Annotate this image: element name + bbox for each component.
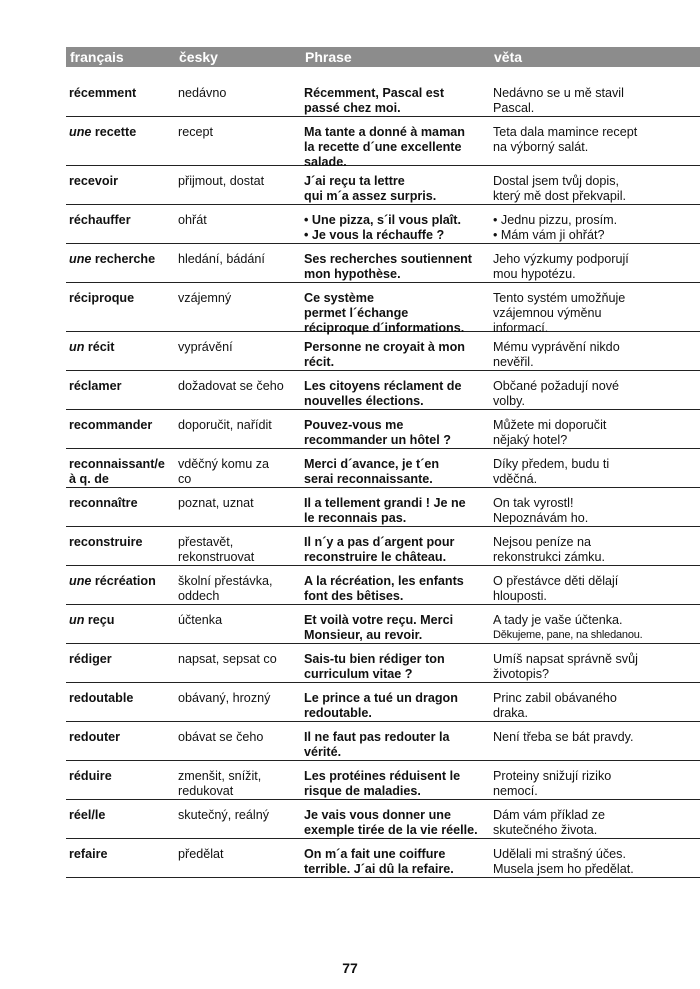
french-word [66,174,175,189]
french-phrase-line: nouvelles élections. [304,394,424,408]
czech-sentence-line: O přestávce děti dělají [493,574,619,588]
headword: reçu [87,613,115,627]
french-phrase-line: exemple tirée de la vie réelle. [304,823,478,837]
french-phrase-line: réciproque d´informations. [304,321,465,335]
czech-translation [175,174,301,189]
french-phrase-line: Il n´y a pas d´argent pour [304,535,455,549]
page-number: 77 [342,960,358,976]
french-phrase [301,418,490,448]
table-row [66,166,700,205]
czech-sentence-line: vzájemnou výměnu [493,306,602,320]
french-word [66,691,175,706]
headword: recommander [69,418,153,432]
czech-translation-line: školní přestávka, [178,574,273,588]
headword: réclamer [69,379,122,393]
headword: reconnaissant/e à q. de [69,457,165,486]
french-phrase-line: passé chez moi. [304,101,401,115]
czech-sentence-line: na výborný salát. [493,140,589,154]
czech-translation-line: poznat, uznat [178,496,254,510]
french-phrase-line: vérité. [304,745,342,759]
czech-sentence-line: volby. [493,394,525,408]
french-phrase [301,574,490,604]
table-header [66,47,700,67]
french-phrase [301,496,490,526]
french-phrase-line: Les protéines réduisent le [304,769,461,783]
table-row [66,449,700,488]
czech-sentence-line: • Mám vám ji ohřát? [493,228,605,242]
czech-sentence [490,86,700,116]
french-phrase [301,613,490,643]
czech-sentence [490,125,700,155]
french-word [66,213,175,228]
czech-sentence-line: Teta dala mamince recept [493,125,638,139]
czech-sentence [490,291,700,336]
czech-translation [175,86,301,101]
french-word [66,125,175,140]
french-phrase-line: la recette d´une excellente [304,140,462,154]
czech-translation [175,457,301,487]
czech-sentence-line: nevěřil. [493,355,534,369]
czech-sentence-line: Nejsou peníze na [493,535,592,549]
czech-sentence-line: Není třeba se bát pravdy. [493,730,634,744]
czech-sentence-line: rekonstrukci zámku. [493,550,605,564]
french-phrase-line: salade. [304,155,347,169]
article: un [69,340,85,354]
czech-translation [175,574,301,604]
headword: récit [87,340,115,354]
czech-sentence-line: Jeho výzkumy podporují [493,252,629,266]
czech-sentence [490,535,700,565]
czech-sentence [490,691,700,721]
french-word [66,769,175,784]
czech-sentence [490,213,700,243]
table-row [66,117,700,169]
article: une [69,125,92,139]
czech-sentence-line: Občané požadují nové [493,379,620,393]
header-czech: česky [179,49,218,65]
french-phrase-line: mon hypothèse. [304,267,401,281]
czech-sentence [490,174,700,204]
table-row [66,371,700,410]
french-word [66,86,175,101]
table-row [66,566,700,605]
header-french: français [70,49,124,65]
czech-sentence-line: Nedávno se u mě stavil [493,86,624,100]
french-phrase [301,379,490,409]
french-phrase-line: serai reconnaissante. [304,472,433,486]
french-word [66,652,175,667]
czech-translation [175,730,301,745]
czech-sentence [490,574,700,604]
french-phrase-line: font des bêtises. [304,589,404,603]
czech-translation-line: recept [178,125,214,139]
czech-sentence [490,613,700,643]
table-row [66,605,700,644]
czech-sentence [490,730,700,745]
french-phrase-line: Il ne faut pas redouter la [304,730,450,744]
czech-translation [175,652,301,667]
czech-sentence-line: Udělali mi strašný účes. [493,847,626,861]
czech-translation-line: skutečný, reálný [178,808,269,822]
headword: refaire [69,847,108,861]
czech-sentence [490,252,700,282]
czech-sentence-line: mou hypotézu. [493,267,576,281]
czech-translation [175,808,301,823]
czech-translation [175,252,301,267]
french-phrase-line: risque de maladies. [304,784,421,798]
french-phrase-line: Pouvez-vous me [304,418,404,432]
french-phrase-line: A la récréation, les enfants [304,574,464,588]
vocabulary-table [66,47,700,878]
czech-translation-line: zmenšit, snížit, [178,769,262,783]
czech-translation-line: ohřát [178,213,207,227]
french-word [66,496,175,511]
czech-sentence-line: nějaký hotel? [493,433,568,447]
czech-sentence-line: Dám vám příklad ze [493,808,605,822]
french-phrase [301,86,490,116]
french-phrase-line: • Je vous la réchauffe ? [304,228,445,242]
french-phrase-line: Ses recherches soutiennent [304,252,472,266]
czech-translation [175,496,301,511]
czech-sentence-line: Tento systém umožňuje [493,291,626,305]
czech-sentence-line: Musela jsem ho předělat. [493,862,634,876]
czech-sentence-line: Proteiny snižují riziko [493,769,612,783]
french-phrase [301,291,490,336]
headword: réel/le [69,808,106,822]
czech-sentence [490,847,700,877]
table-row [66,527,700,566]
table-row [66,78,700,117]
french-phrase [301,535,490,565]
french-phrase-line: récit. [304,355,335,369]
czech-sentence [490,496,700,526]
french-phrase-line: Récemment, Pascal est [304,86,445,100]
czech-sentence [490,340,700,370]
czech-sentence-line: který mě dost překvapil. [493,189,626,203]
czech-sentence-line: Nepoznávám ho. [493,511,589,525]
table-row [66,644,700,683]
french-word [66,613,175,628]
czech-sentence-line: Díky předem, budu ti [493,457,610,471]
headword: récréation [94,574,156,588]
czech-sentence [490,418,700,448]
french-phrase-line: Je vais vous donner une [304,808,451,822]
czech-translation-line: přijmout, dostat [178,174,265,188]
headword: réchauffer [69,213,131,227]
czech-translation [175,418,301,433]
czech-sentence-line: skutečného života. [493,823,598,837]
french-phrase-line: recommander un hôtel ? [304,433,451,447]
headword: reconnaître [69,496,138,510]
french-phrase [301,652,490,682]
french-phrase-line: curriculum vitae ? [304,667,413,681]
french-word [66,730,175,745]
headword: réciproque [69,291,135,305]
french-phrase-line: redoutable. [304,706,372,720]
headword: recette [94,125,137,139]
french-word [66,535,175,550]
french-phrase-line: reconstruire le château. [304,550,447,564]
french-word [66,457,175,487]
czech-translation-line: účtenka [178,613,223,627]
article: une [69,574,92,588]
czech-sentence-line: Můžete mi doporučit [493,418,607,432]
french-phrase [301,691,490,721]
czech-translation [175,125,301,140]
czech-translation [175,847,301,862]
table-row [66,722,700,761]
table-row [66,205,700,244]
czech-translation [175,379,301,394]
czech-sentence-line: informací. [493,321,549,335]
czech-sentence [490,379,700,409]
french-phrase [301,125,490,170]
headword: récemment [69,86,137,100]
french-word [66,379,175,394]
french-phrase-line: J´ai reçu ta lettre [304,174,405,188]
czech-translation-line: vděčný komu za [178,457,269,471]
french-phrase-line: • Une pizza, s´il vous plaît. [304,213,461,227]
czech-translation-line: napsat, sepsat co [178,652,277,666]
czech-sentence-line: Umíš napsat správně svůj [493,652,638,666]
headword: recevoir [69,174,119,188]
french-word [66,340,175,355]
czech-sentence-line: Děkujeme, pane, na shledanou. [493,629,643,641]
czech-sentence-line: hlouposti. [493,589,547,603]
czech-translation-line: předělat [178,847,224,861]
czech-translation-line: vyprávění [178,340,233,354]
czech-sentence-line: Mému vyprávění nikdo [493,340,620,354]
czech-sentence-line: Pascal. [493,101,535,115]
czech-translation-line: doporučit, nařídit [178,418,272,432]
french-phrase [301,213,490,243]
czech-sentence [490,808,700,838]
french-phrase [301,340,490,370]
french-phrase-line: le reconnais pas. [304,511,407,525]
header-sentence: věta [494,49,523,65]
czech-translation-line: redukovat [178,784,234,798]
czech-translation-line: obávat se čeho [178,730,264,744]
french-phrase-line: Les citoyens réclament de [304,379,462,393]
french-phrase [301,252,490,282]
table-row [66,283,700,335]
french-word [66,291,175,306]
headword: réduire [69,769,112,783]
czech-translation-line: vzájemný [178,291,232,305]
headword: rédiger [69,652,112,666]
french-phrase-line: Sais-tu bien rédiger ton [304,652,445,666]
czech-sentence-line: On tak vyrostl! [493,496,574,510]
table-row [66,410,700,449]
czech-sentence-line: životopis? [493,667,550,681]
table-row [66,332,700,371]
czech-translation-line: přestavět, [178,535,234,549]
czech-translation [175,613,301,628]
czech-sentence-line: Dostal jsem tvůj dopis, [493,174,619,188]
table-row [66,683,700,722]
french-phrase [301,457,490,487]
french-word [66,418,175,433]
table-row [66,800,700,839]
czech-translation-line: oddech [178,589,220,603]
czech-translation-line: nedávno [178,86,227,100]
french-word [66,808,175,823]
french-phrase-line: Ma tante a donné à maman [304,125,465,139]
french-phrase-line: Et voilà votre reçu. Merci [304,613,454,627]
french-phrase-line: On m´a fait une coiffure [304,847,446,861]
headword: reconstruire [69,535,143,549]
french-phrase-line: qui m´a assez surpris. [304,189,437,203]
french-word [66,252,175,267]
french-phrase-line: Il a tellement grandi ! Je ne [304,496,466,510]
header-phrase: Phrase [305,49,352,65]
czech-translation-line: co [178,472,192,486]
czech-translation-line: obávaný, hrozný [178,691,271,705]
headword: redoutable [69,691,134,705]
headword: redouter [69,730,121,744]
czech-sentence [490,769,700,799]
french-word [66,574,175,589]
czech-sentence-line: draka. [493,706,529,720]
table-row [66,244,700,283]
french-phrase [301,730,490,760]
french-phrase [301,808,490,838]
french-phrase-line: Merci d´avance, je t´en [304,457,440,471]
table-body [66,78,700,878]
french-phrase-line: Ce système [304,291,375,305]
french-phrase [301,769,490,799]
french-word [66,847,175,862]
french-phrase-line: Personne ne croyait à mon [304,340,465,354]
czech-sentence-line: vděčná. [493,472,538,486]
czech-sentence [490,652,700,682]
french-phrase-line: Le prince a tué un dragon [304,691,458,705]
czech-translation [175,291,301,306]
czech-translation [175,340,301,355]
czech-translation [175,213,301,228]
czech-translation [175,691,301,706]
czech-translation [175,769,301,799]
czech-translation [175,535,301,565]
table-row [66,761,700,800]
czech-translation-line: dožadovat se čeho [178,379,284,393]
czech-translation-line: rekonstruovat [178,550,255,564]
french-phrase [301,847,490,877]
french-phrase [301,174,490,204]
czech-sentence-line: nemocí. [493,784,538,798]
czech-sentence [490,457,700,487]
czech-sentence-line: • Jednu pizzu, prosím. [493,213,618,227]
french-phrase-line: Monsieur, au revoir. [304,628,423,642]
table-row [66,488,700,527]
table-row [66,839,700,878]
headword: recherche [94,252,156,266]
article: une [69,252,92,266]
czech-sentence-line: Princ zabil obávaného [493,691,617,705]
french-phrase-line: terrible. J´ai dû la refaire. [304,862,454,876]
article: un [69,613,85,627]
french-phrase-line: permet l´échange [304,306,409,320]
czech-translation-line: hledání, bádání [178,252,265,266]
czech-sentence-line: A tady je vaše účtenka. [493,613,623,627]
